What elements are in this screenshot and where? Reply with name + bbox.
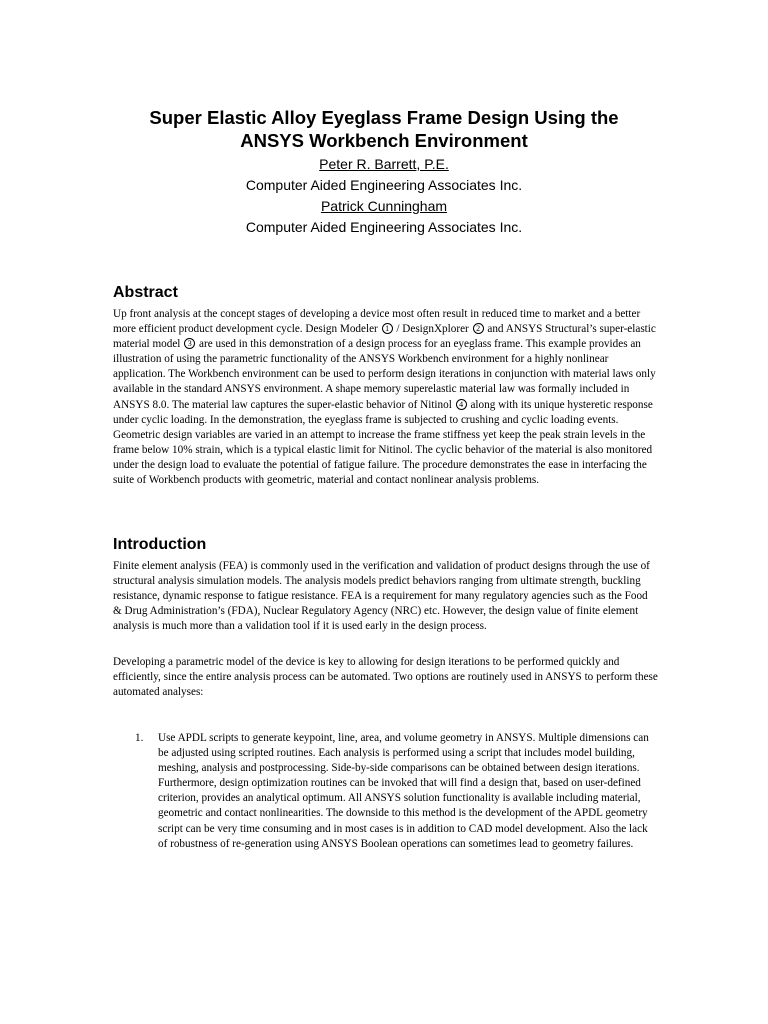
author-name: Patrick Cunningham — [320, 198, 448, 214]
abstract-text: and ANSYS Structural’s super-elastic material model — [113, 323, 656, 351]
author-name: Peter R. Barrett, P.E. — [319, 156, 449, 172]
introduction-heading: Introduction — [113, 536, 207, 553]
intro-paragraph-1: Finite element analysis (FEA) is commonly used in the verification and validation of product designs through the use of structural analysis simulation models. The analysis models predict behaviors ranging from ultimate strength, buckling resistance, dynamic response to fatigue resistance. FEA is a requirement for many regulatory agencies such as the Food & Drug Administration’s (FDA), Nuclear Regulatory Agency (NRC) etc. However, the design value of finite element analysis is much more than a validation tool if it is used early in the design process. — [113, 560, 650, 633]
abstract-text: are used in this demonstration of a design process for an eyeglass frame. This example provides an illustration of using the parametric functionality of the ANSYS Workbench environment for a highly nonlinear application. The Workbench environment can be used to perform design iterations in conjunction with material laws only available in the standard ANSYS environment. A shape memory superelastic material law was formally included in ANSYS 8.0. The material law captures the super-elastic behavior of Nitinol — [113, 338, 656, 411]
title-line-1: Super Elastic Alloy Eyeglass Frame Design Using the — [149, 107, 619, 128]
abstract-text: / DesignXplorer — [396, 323, 469, 336]
citation-ref-3: 3 — [184, 338, 195, 349]
paper-title — [60, 106, 708, 152]
title-line-2: ANSYS Workbench Environment — [240, 130, 528, 151]
abstract-paragraph — [113, 307, 659, 488]
citation-ref-1: 1 — [382, 323, 393, 334]
author-block — [60, 154, 708, 238]
abstract-text: Up front analysis at the concept stages of developing a device most often result in reduced time to market and a better more efficient product development cycle. Design Modeler — [113, 308, 641, 336]
list-item-number: 1. — [135, 732, 144, 744]
citation-ref-4: 4 — [456, 399, 467, 410]
list-item-text: Use APDL scripts to generate keypoint, line, area, and volume geometry in ANSYS. Multiple dimensions can be adjusted using scripted routines. Each analysis is performed using a script that includes model building, meshing, analysis and postprocessing. Side-by-side comparisons can be obtained between design iterations. Furthermore, design optimization routines can be invoked that will find a design that, based on user-defined criterion, provides an analytical optimum. All ANSYS solution functionality is available including material, geometric and contact nonlinearities. The downside to this method is the development of the APDL geometry script can be very time consuming and in most cases is in addition to CAD model development. Also the lack of robustness of re-generation using ANSYS Boolean operations can sometimes lead to geometry failures. — [158, 732, 649, 850]
abstract-text: along with its unique hysteretic response under cyclic loading. In the demonstration, the eyeglass frame is subjected to crushing and cyclic loading events. Geometric design variables are varied in an attempt to increase the frame stiffness yet keep the peak strain levels in the frame below 10% strain, which is a typical elastic limit for Nitinol. The cyclic behavior of the material is also monitored under the design load to evaluate the potential of fatigue failure. The procedure demonstrates the ease in interfacing the suite of Workbench products with geometric, material and contact nonlinear analysis problems. — [113, 398, 653, 487]
abstract-heading: Abstract — [113, 284, 178, 301]
author-affiliation: Computer Aided Engineering Associates Inc. — [245, 177, 523, 193]
citation-ref-2: 2 — [473, 323, 484, 334]
intro-paragraph-2: Developing a parametric model of the device is key to allowing for design iterations to be performed quickly and efficiently, since the entire analysis process can be automated. Two options are routinely used in ANSYS to perform these automated analyses: — [113, 656, 658, 699]
author-affiliation: Computer Aided Engineering Associates Inc. — [245, 219, 523, 235]
list-item — [113, 731, 659, 852]
